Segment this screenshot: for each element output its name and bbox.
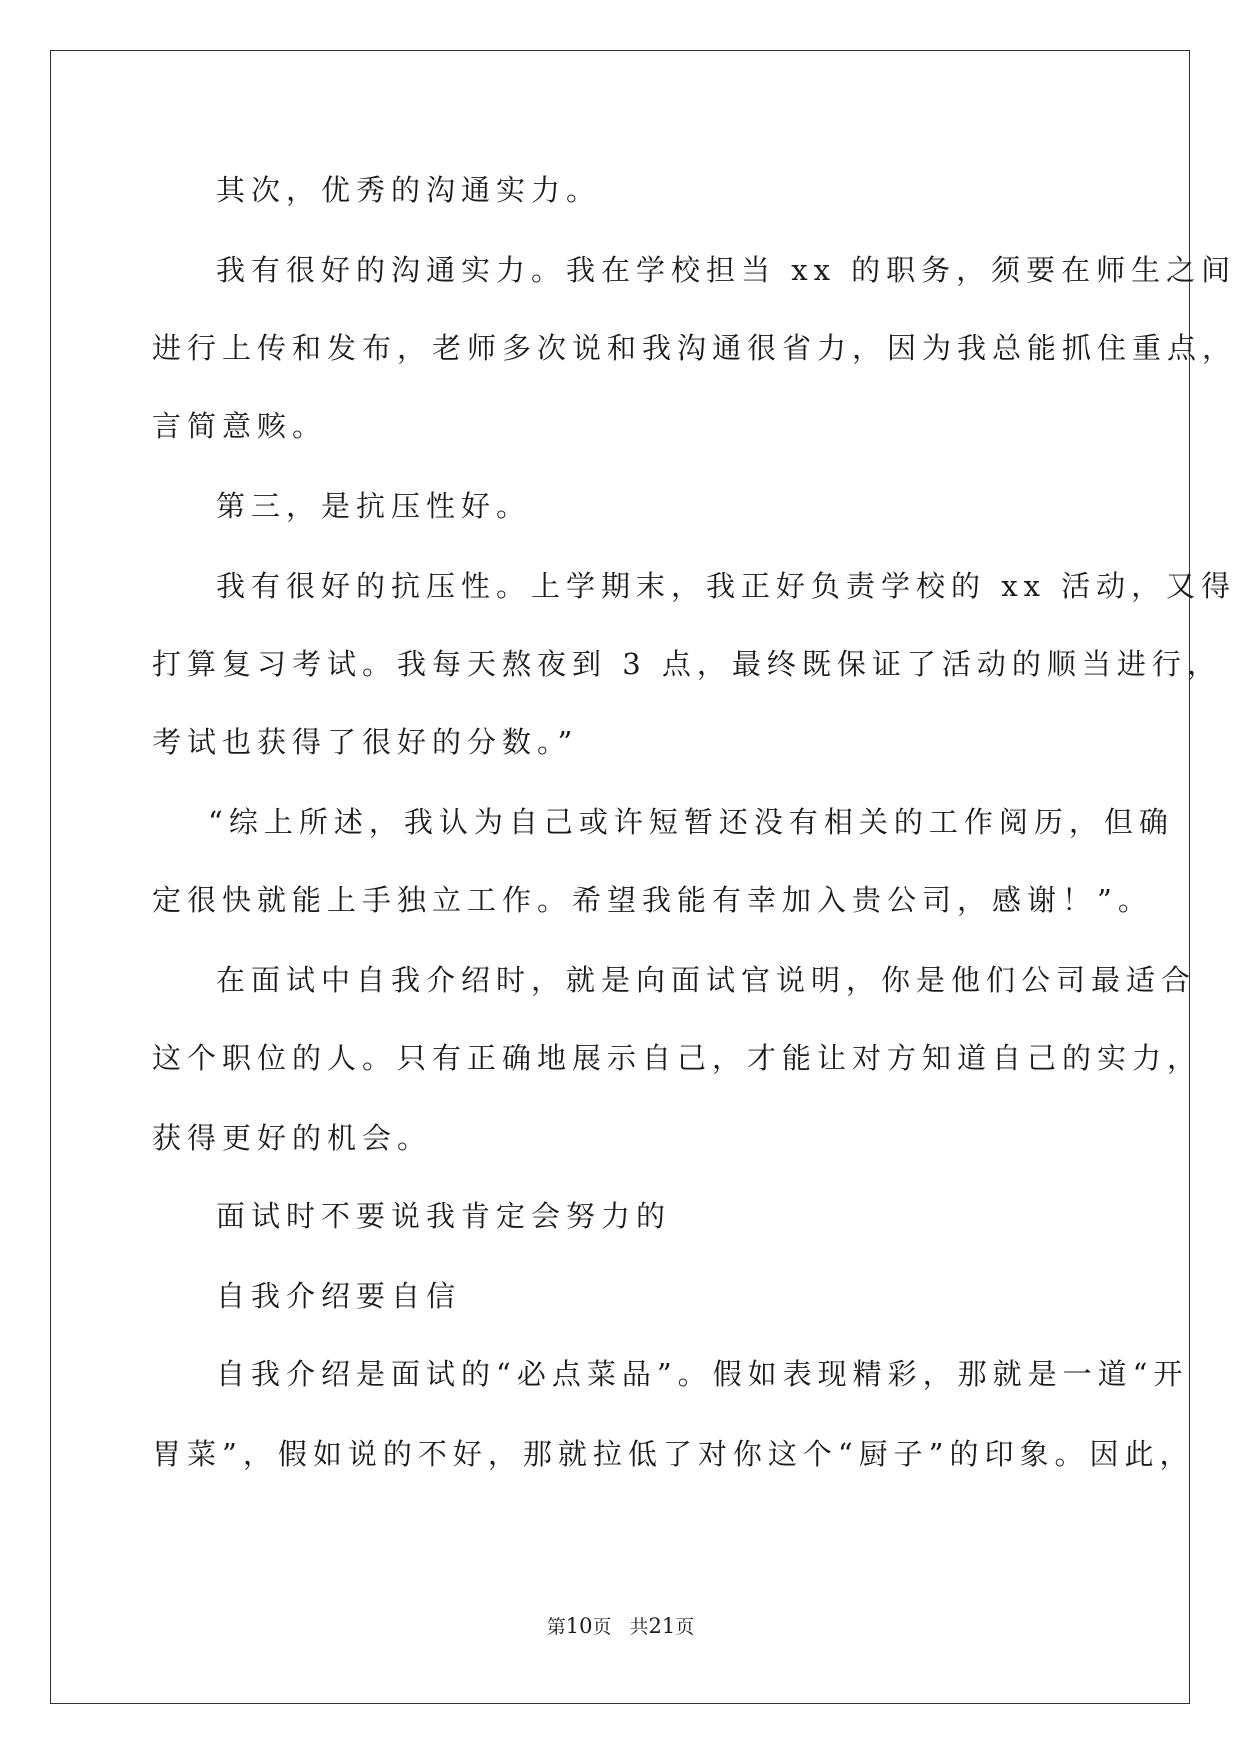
paragraph-line: 考试也获得了很好的分数。” — [152, 725, 579, 759]
paragraph-line: 定很快就能上手独立工作。希望我能有幸加入贵公司，感谢！”。 — [152, 883, 1153, 917]
paragraph-line: 自我介绍要自信 — [216, 1279, 462, 1313]
paragraph-line: 言简意赅。 — [152, 409, 328, 443]
paragraph-line: 这个职位的人。只有正确地展示自己，才能让对方知道自己的实力， — [152, 1041, 1203, 1075]
footer-suffix: 页 — [675, 1616, 695, 1638]
total-page-number: 21 — [648, 1614, 676, 1638]
paragraph-line: 获得更好的机会。 — [152, 1121, 433, 1155]
paragraph-line: “综上所述，我认为自己或许短暂还没有相关的工作阅历，但确 — [208, 805, 1174, 839]
footer-total-prefix: 共 — [629, 1616, 649, 1638]
paragraph-line: 打算复习考试。我每天熬夜到 3 点，最终既保证了活动的顺当进行， — [152, 647, 1222, 681]
page-footer — [0, 1616, 1241, 1637]
current-page-number: 10 — [565, 1614, 593, 1638]
paragraph-line: 进行上传和发布，老师多次说和我沟通很省力，因为我总能抓住重点， — [152, 331, 1238, 365]
paragraph-line: 我有很好的沟通实力。我在学校担当 xx 的职务，须要在师生之间 — [216, 253, 1237, 287]
paragraph-line: 面试时不要说我肯定会努力的 — [216, 1199, 672, 1233]
paragraph-line: 其次，优秀的沟通实力。 — [216, 173, 602, 207]
paragraph-line: 自我介绍是面试的“必点菜品”。假如表现精彩，那就是一道“开 — [216, 1357, 1189, 1391]
paragraph-line: 我有很好的抗压性。上学期末，我正好负责学校的 xx 活动，又得 — [216, 569, 1237, 603]
paragraph-line: 胃菜”，假如说的不好，那就拉低了对你这个“厨子”的印象。因此， — [152, 1437, 1195, 1471]
paragraph-line: 在面试中自我介绍时，就是向面试官说明，你是他们公司最适合 — [216, 963, 1197, 997]
footer-page-word: 页 — [592, 1616, 612, 1638]
paragraph-line: 第三，是抗压性好。 — [216, 489, 532, 523]
footer-prefix: 第 — [546, 1616, 566, 1638]
